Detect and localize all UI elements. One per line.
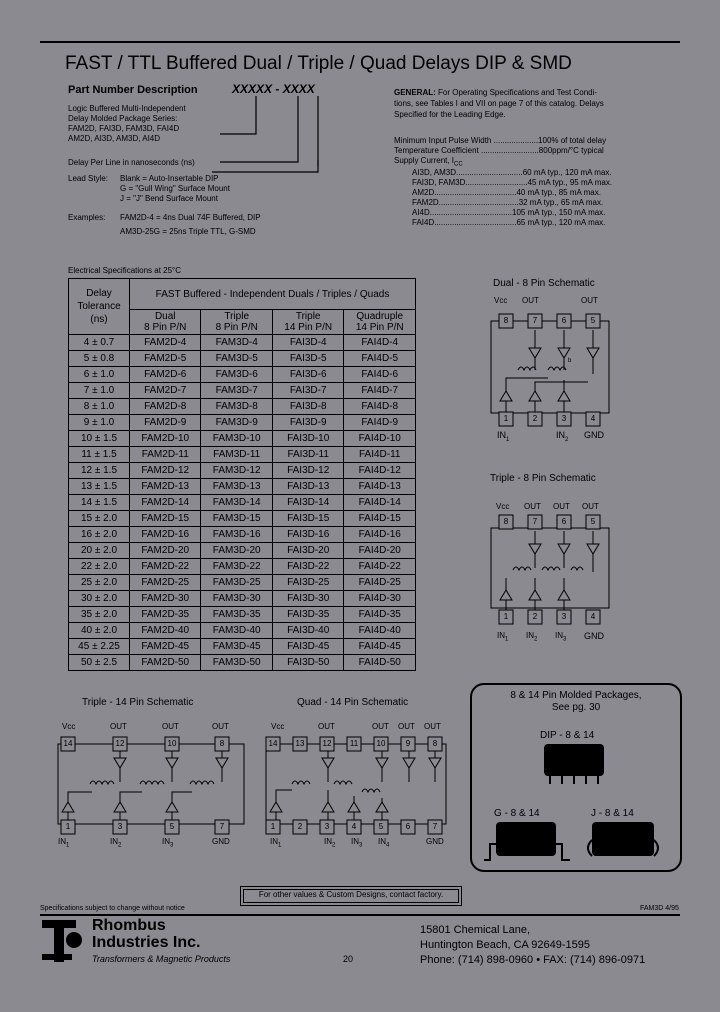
part-number-cell: FAM3D-6 [201,367,272,383]
triple8-out1: OUT [524,502,541,511]
part-number-cell: FAM2D-22 [130,559,201,575]
column-header-line-2: 8 Pin P/N [215,322,258,333]
part-number-cell: FAI4D-22 [344,559,416,575]
pin-number: 5 [378,822,384,831]
pin-number: 4 [590,612,596,621]
company-tagline: Transformers & Magnetic Products [92,954,231,964]
part-number-cell: FAI3D-14 [272,495,344,511]
table-row [69,559,416,575]
lead-leader-line [212,160,322,180]
dual8-title: Dual - 8 Pin Schematic [493,278,595,289]
part-number-heading: Part Number Description [68,84,198,96]
address-line-1: 15801 Chemical Lane, [420,924,531,936]
rhombus-logo-icon [42,920,86,964]
company-name-2: Industries Inc. [92,934,201,951]
table-row [69,335,416,351]
part-number-cell: FAI4D-20 [344,543,416,559]
supply-current-row: FAI3D, FAM3D............................45 mA typ., 95 mA max. [412,178,613,187]
dual8-in2-sub: 2 [565,436,569,443]
supply-current-row: FAM2D....................................32 mA typ., 65 mA max. [412,198,604,207]
part-number-cell: FAI4D-12 [344,463,416,479]
pin-number: 12 [322,739,332,748]
part-number-cell: FAM3D-9 [201,415,272,431]
part-number-cell: FAM2D-25 [130,575,201,591]
pin-number: 3 [117,822,123,831]
code-delay: XXX [282,82,307,96]
table-row [69,415,416,431]
part-number-cell: FAM2D-16 [130,527,201,543]
part-number-cell: FAI3D-30 [272,591,344,607]
tolerance-cell: 22 ± 2.0 [69,559,130,575]
supply-currents-list [412,168,612,228]
tolerance-cell: 4 ± 0.7 [69,335,130,351]
tolerance-cell: 14 ± 1.5 [69,495,130,511]
dual8-in1 [497,430,509,446]
code-lead: X [306,82,315,96]
tolerance-cell: 25 ± 2.0 [69,575,130,591]
part-number-cell: FAI4D-10 [344,431,416,447]
part-number-cell: FAI3D-12 [272,463,344,479]
triple14-out3: OUT [212,722,229,731]
part-number-cell: FAI4D-30 [344,591,416,607]
part-number-cell: FAM2D-35 [130,607,201,623]
pin-number: 10 [167,739,177,748]
j-label: J - 8 & 14 [591,808,634,819]
dual8-in2-label: IN [556,430,565,440]
supply-current-label: Supply Current, I [394,156,455,165]
part-number-cell: FAM2D-50 [130,655,201,671]
spec-caption: Electrical Specifications at 25°C [68,266,182,275]
col-tolerance-label: Delay Tolerance (ns) [77,288,121,325]
supply-current-row: FAI4D.....................................65 mA typ., 120 mA max. [412,218,606,227]
example-2: AM3D-25G = 25ns Triple TTL, G-SMD [120,227,256,236]
tolerance-cell: 5 ± 0.8 [69,351,130,367]
examples-label: Examples: [68,213,106,222]
supply-current-sub: CC [454,161,463,168]
table-row [69,383,416,399]
pin-number: 1 [65,822,71,831]
table-row [69,591,416,607]
part-number-cell: FAI4D-7 [344,383,416,399]
column-header-line-1: Triple [295,311,321,322]
pin-number: 7 [532,316,538,325]
part-number-cell: FAI4D-11 [344,447,416,463]
supply-current-row: AI4D.....................................105 mA typ., 150 mA max. [412,208,606,217]
column-header-line-1: Triple [224,311,250,322]
col-tolerance-header [69,279,130,335]
part-number-cell: FAI3D-16 [272,527,344,543]
table-row [69,575,416,591]
pin-number: 2 [532,414,538,423]
part-number-cell: FAI3D-45 [272,639,344,655]
tolerance-cell: 11 ± 1.5 [69,447,130,463]
pn-line1: Logic Buffered Multi-Independent [68,104,186,113]
spec-table [68,278,416,671]
part-number-cell: FAI3D-6 [272,367,344,383]
part-number-cell: FAM2D-45 [130,639,201,655]
part-number-cell: FAI4D-25 [344,575,416,591]
pn-line3: FAM2D, FAI3D, FAM3D, FAI4D [68,124,180,133]
part-number-cell: FAM3D-22 [201,559,272,575]
pin-number: 13 [295,739,305,748]
tolerance-cell: 35 ± 2.0 [69,607,130,623]
part-number-cell: FAI4D-9 [344,415,416,431]
dip-label: DIP - 8 & 14 [540,730,595,741]
part-number-cell: FAI4D-8 [344,399,416,415]
spec-note: Specifications subject to change without notice [40,905,185,912]
supply-current-row: AI3D, AM3D..............................60 mA typ., 120 mA max. [412,168,612,177]
input-label: $IN_2$ [110,837,122,849]
lead-style-2: G = "Gull Wing" Surface Mount [120,184,230,193]
tolerance-cell: 7 ± 1.0 [69,383,130,399]
column-header [130,310,201,335]
part-number-cell: FAM3D-5 [201,351,272,367]
tolerance-cell: 16 ± 2.0 [69,527,130,543]
part-number-cell: FAM3D-12 [201,463,272,479]
part-number-cell: FAI4D-40 [344,623,416,639]
pin-number: 5 [590,517,596,526]
part-number-cell: FAI4D-6 [344,367,416,383]
lead-style-3: J = "J" Bend Surface Mount [120,194,218,203]
part-number-cell: FAI4D-50 [344,655,416,671]
pin-number: 6 [405,822,411,831]
pin-number: 1 [503,612,509,621]
dual8-in1-label: IN [497,430,506,440]
part-number-cell: FAM3D-16 [201,527,272,543]
part-number-cell: FAI3D-5 [272,351,344,367]
quad14-out3: OUT [398,722,415,731]
table-row [69,447,416,463]
input-label: $IN_2$ [526,631,538,643]
triple14-out2: OUT [162,722,179,731]
input-label: $IN_4$ [378,837,390,849]
part-number-cell: FAI3D-13 [272,479,344,495]
part-number-cell: FAM2D-9 [130,415,201,431]
quad14-out4: OUT [424,722,441,731]
tolerance-cell: 40 ± 2.0 [69,623,130,639]
table-row [69,351,416,367]
part-number-cell: FAI3D-8 [272,399,344,415]
pin-number: 14 [63,739,73,748]
phone-fax: Phone: (714) 898-0960 • FAX: (714) 896-0971 [420,954,646,966]
tolerance-cell: 50 ± 2.5 [69,655,130,671]
table-row [69,655,416,671]
part-number-cell: FAM2D-10 [130,431,201,447]
part-number-cell: FAI4D-14 [344,495,416,511]
packages-title-2: See pg. 30 [551,702,601,713]
pin-number: 7 [532,517,538,526]
general-text-3: Specified for the Leading Edge. [394,110,506,119]
part-number-leader-lines [220,94,330,166]
pin-number: 11 [349,739,359,748]
part-number-cell: FAM2D-11 [130,447,201,463]
part-number-cell: FAM3D-10 [201,431,272,447]
part-number-cell: FAI4D-16 [344,527,416,543]
part-number-cell: FAI4D-13 [344,479,416,495]
quad14-out1: OUT [318,722,335,731]
column-header-line-1: Dual [154,311,176,322]
input-label: $IN_3$ [162,837,174,849]
pin-number: 2 [532,612,538,621]
table-row [69,367,416,383]
input-label: $IN_1$ [497,631,509,643]
lead-style-label: Lead Style: [68,174,109,183]
part-number-cell: FAM2D-8 [130,399,201,415]
part-number-cell: FAM2D-20 [130,543,201,559]
table-row [69,527,416,543]
pin-number: 5 [169,822,175,831]
part-number-cell: FAM3D-35 [201,607,272,623]
part-number-cell: FAI3D-4 [272,335,344,351]
tolerance-cell: 20 ± 2.0 [69,543,130,559]
triple14-title: Triple - 14 Pin Schematic [82,697,194,708]
column-header-line-2: 14 Pin P/N [355,322,404,333]
general-heading: GENERAL: [394,88,436,97]
quad14-schematic [262,732,452,852]
pn-line4: AM2D, AI3D, AM3D, AI4D [68,134,161,143]
quad14-title: Quad - 14 Pin Schematic [297,697,409,708]
part-number-cell: FAM2D-15 [130,511,201,527]
triple8-gnd: GND [584,631,604,641]
pin-number: 8 [432,739,438,748]
g-package-image [482,818,572,866]
quad14-gnd: GND [426,837,444,846]
part-number-cell: FAM2D-13 [130,479,201,495]
general-text-2: tions, see Tables I and VII on page 7 of this catalog. Delays [394,99,604,108]
part-number-cell: FAM2D-14 [130,495,201,511]
pin-number: 3 [324,822,330,831]
input-label: $IN_1$ [270,837,282,849]
pin-number: 8 [503,316,509,325]
part-number-cell: FAM3D-7 [201,383,272,399]
tolerance-cell: 30 ± 2.0 [69,591,130,607]
part-number-cell: FAM3D-14 [201,495,272,511]
part-number-cell: FAM2D-6 [130,367,201,383]
pin-number: 3 [561,612,567,621]
table-row [69,495,416,511]
part-number-cell: FAI4D-4 [344,335,416,351]
table-row [69,511,416,527]
code-series: XXXXX [232,82,273,96]
min-pulse-width: Minimum Input Pulse Width ....................100% of total delay [394,136,607,145]
part-number-cell: FAM3D-11 [201,447,272,463]
lead-style-1: Blank = Auto-Insertable DIP [120,174,219,183]
table-row [69,639,416,655]
quad14-out2: OUT [372,722,389,731]
table-row [69,479,416,495]
tolerance-cell: 45 ± 2.25 [69,639,130,655]
tolerance-cell: 15 ± 2.0 [69,511,130,527]
column-header [272,310,344,335]
part-number-cell: FAM3D-25 [201,575,272,591]
j-package-image [582,818,672,866]
pin-number: 9 [405,739,411,748]
part-number-cell: FAI3D-7 [272,383,344,399]
company-name-1: Rhombus [92,917,166,934]
dual8-out2: OUT [581,296,598,305]
triple14-gnd: GND [212,837,230,846]
address-line-2: Huntington Beach, CA 92649-1595 [420,939,591,951]
pin-number: 5 [590,316,596,325]
pin-number: 14 [268,739,278,748]
tolerance-cell: 12 ± 1.5 [69,463,130,479]
triple8-title: Triple - 8 Pin Schematic [490,473,596,484]
pin-number: 4 [351,822,357,831]
part-number-cell: FAM3D-20 [201,543,272,559]
part-number-cell: FAM2D-30 [130,591,201,607]
table-row [69,399,416,415]
pin-number: 12 [115,739,125,748]
part-number-cell: FAI3D-20 [272,543,344,559]
part-number-cell: FAM2D-7 [130,383,201,399]
input-label: $IN_2$ [324,837,336,849]
dip-package-image [540,742,610,787]
quad14-vcc: Vcc [271,722,285,731]
part-number-cell: FAI3D-40 [272,623,344,639]
tolerance-cell: 13 ± 1.5 [69,479,130,495]
pn-line2: Delay Molded Package Series: [68,114,178,123]
triple8-schematic [478,488,628,648]
part-number-cell: FAI3D-15 [272,511,344,527]
pin-number: 8 [503,517,509,526]
group-header: FAST Buffered - Independent Duals / Triples / Quads [130,279,416,310]
pin-number: 3 [561,414,567,423]
column-header [344,310,416,335]
svg-text:b: b [568,358,572,364]
tolerance-cell: 6 ± 1.0 [69,367,130,383]
triple8-out3: OUT [582,502,599,511]
column-header-line-2: 8 Pin P/N [144,322,187,333]
spec-table-body [69,335,416,671]
part-number-cell: FAI4D-15 [344,511,416,527]
part-number-cell: FAI4D-35 [344,607,416,623]
part-number-cell: FAM2D-40 [130,623,201,639]
doc-code: FAM3D 4/95 [640,905,679,912]
part-number-cell: FAI3D-50 [272,655,344,671]
temp-coefficient: Temperature Coefficient ..........................800ppm/°C typical [394,146,604,155]
part-number-cell: FAM2D-12 [130,463,201,479]
custom-note: For other values & Custom Designs, contact factory. [258,890,444,899]
part-number-cell: FAI3D-10 [272,431,344,447]
part-number-cell: FAM3D-30 [201,591,272,607]
example-1: FAM2D-4 = 4ns Dual 74F Buffered, DIP [120,213,261,222]
part-number-cell: FAM3D-4 [201,335,272,351]
dual8-in1-sub: 1 [506,436,510,443]
top-rule [40,41,680,43]
supply-current-row: AM2D.....................................40 mA typ., 85 mA max. [412,188,601,197]
input-label: $IN_3$ [555,631,567,643]
part-number-cell: FAI3D-9 [272,415,344,431]
column-header [201,310,272,335]
triple14-vcc: Vcc [62,722,76,731]
pin-number: 7 [432,822,438,831]
triple8-vcc: Vcc [496,502,510,511]
part-number-cell: FAM2D-4 [130,335,201,351]
dual8-out1: OUT [522,296,539,305]
column-header-line-1: Quadruple [356,311,404,322]
part-number-cell: FAI3D-22 [272,559,344,575]
pin-number: 6 [561,316,567,325]
general-text-1-body: For Operating Specifications and Test Condi- [438,88,598,97]
part-number-cell: FAI3D-25 [272,575,344,591]
tolerance-cell: 9 ± 1.0 [69,415,130,431]
triple14-schematic [52,732,252,852]
part-number-cell: FAM3D-15 [201,511,272,527]
pin-number: 8 [219,739,225,748]
pin-number: 2 [297,822,303,831]
footer-rule [40,914,680,916]
part-number-cell: FAM3D-50 [201,655,272,671]
dual8-vcc: Vcc [494,296,508,305]
pin-number: 6 [561,517,567,526]
part-number-cell: FAM3D-8 [201,399,272,415]
page-number: 20 [343,954,354,964]
part-number-cell: FAI4D-5 [344,351,416,367]
table-row [69,543,416,559]
part-number-cell: FAM3D-45 [201,639,272,655]
pin-number: 10 [376,739,386,748]
part-number-cell: FAM3D-40 [201,623,272,639]
tolerance-cell: 8 ± 1.0 [69,399,130,415]
pin-number: 7 [219,822,225,831]
page-title: FAST / TTL Buffered Dual / Triple / Quad Delays DIP & SMD [65,53,572,74]
code-separator: - [272,82,283,96]
part-number-cell: FAI3D-35 [272,607,344,623]
triple8-out2: OUT [553,502,570,511]
dual8-in2 [556,430,568,446]
pin-number: 1 [503,414,509,423]
table-row [69,431,416,447]
part-number-cell: FAM3D-13 [201,479,272,495]
pin-number: 1 [270,822,276,831]
table-row [69,463,416,479]
input-label: $IN_3$ [351,837,363,849]
part-number-cell: FAI3D-11 [272,447,344,463]
pn-line5: Delay Per Line in nanoseconds (ns) [68,158,195,167]
tolerance-cell: 10 ± 1.5 [69,431,130,447]
part-number-cell: FAM2D-5 [130,351,201,367]
table-row [69,623,416,639]
pin-number: 4 [590,414,596,423]
table-row [69,607,416,623]
column-header-line-2: 14 Pin P/N [284,322,333,333]
general-text-1 [394,88,597,98]
dual8-gnd: GND [584,430,604,440]
packages-title-1: 8 & 14 Pin Molded Packages, [510,690,642,701]
input-label: $IN_1$ [58,837,70,849]
triple14-out1: OUT [110,722,127,731]
g-label: G - 8 & 14 [494,808,540,819]
part-number-cell: FAI4D-45 [344,639,416,655]
